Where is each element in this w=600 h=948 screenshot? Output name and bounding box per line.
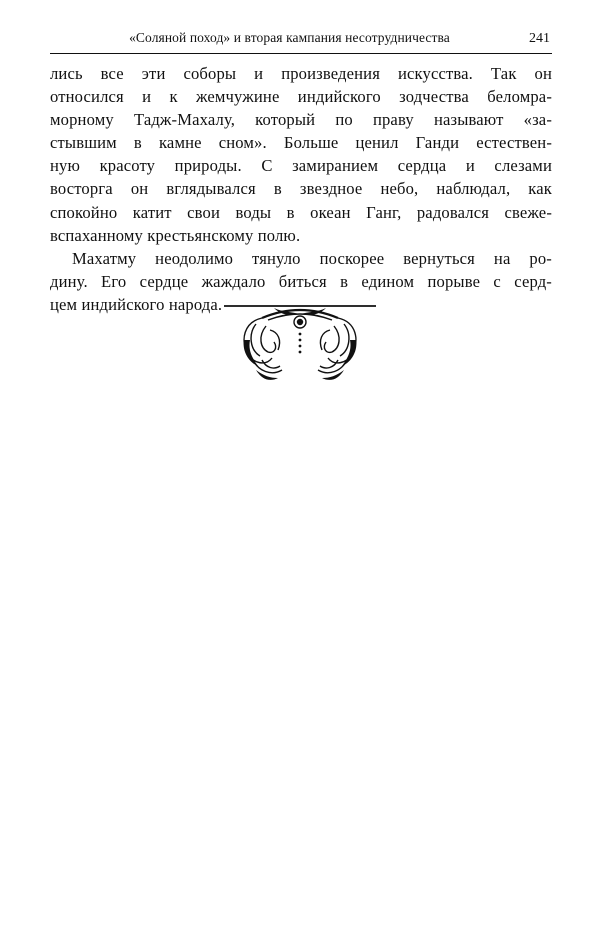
running-head [50,30,552,54]
text-line: Махатму неодолимо тянуло поскорее вернуться на ро- [72,248,552,268]
text-line: относился и к жемчужине индийского зодчества беломра- [50,87,552,107]
paragraph [50,62,552,247]
text-line: лись все эти соборы и произведения искусства. Так он [50,64,552,83]
text-line: морному Тадж-Махалу, который по праву называют «за- [50,110,552,130]
body-text [50,62,552,316]
text-line: дину. Его сердце жаждало биться в едином порыве с серд- [50,271,552,291]
running-title: «Соляной поход» и вторая кампания несотрудничества [129,30,450,45]
floral-tailpiece-ornament-icon [222,300,378,384]
text-line: вспаханному крестьянскому полю. [50,225,301,245]
text-line: спокойно катит свои воды в океан Ганг, радовался свеже- [50,202,552,222]
page-number: 241 [529,31,550,46]
text-line: цем индийского народа. [50,294,223,314]
text-line: ную красоту природы. С замиранием сердца и слезами [50,156,552,176]
text-line: стывшим в камне сном». Больше ценил Ганди естествен- [50,133,552,153]
text-line: восторга он вглядывался в звездное небо, наблюдал, как [50,179,552,199]
book-page [50,30,552,316]
